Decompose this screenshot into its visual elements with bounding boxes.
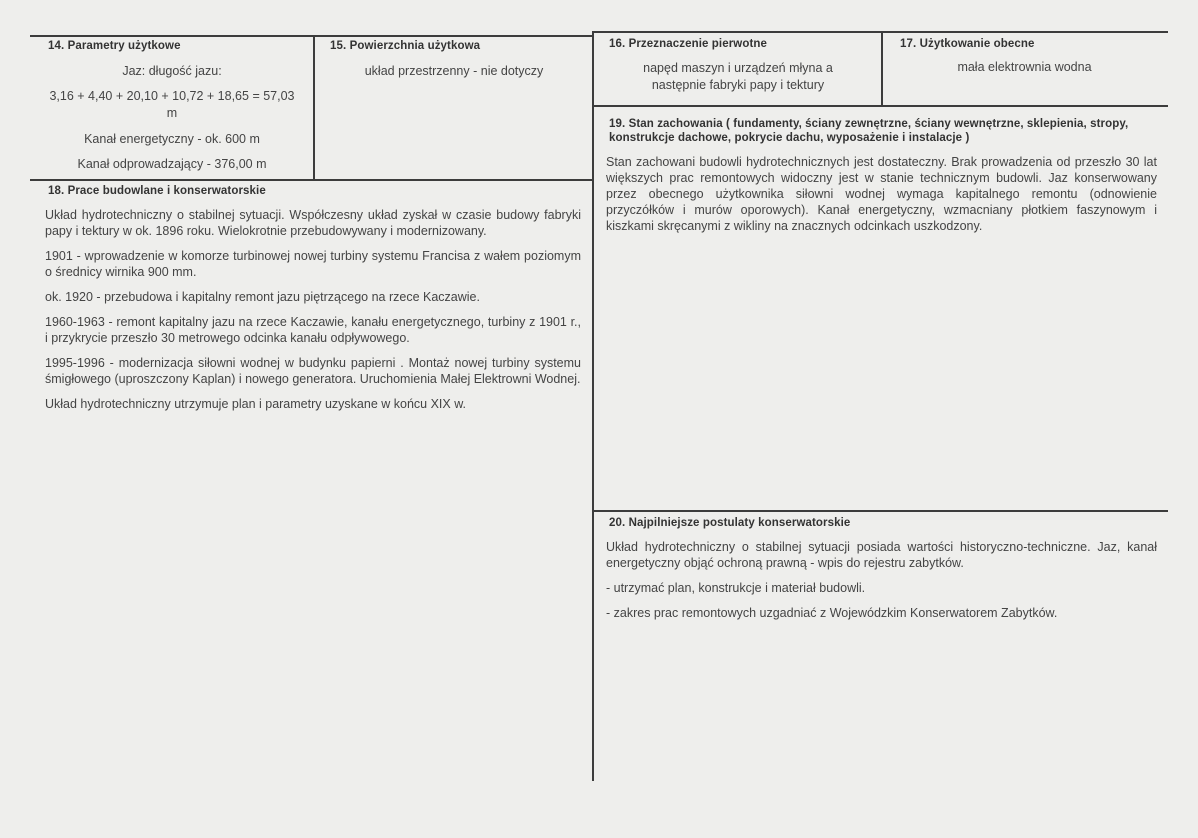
weir-length-label: Jaz: długość jazu:: [122, 64, 222, 78]
energy-channel-length: Kanał energetyczny - ok. 600 m: [84, 132, 260, 146]
section-19-title: 19. Stan zachowania ( fundamenty, ściany zewnętrzne, ściany wewnętrzne, sklepienia, stropy, konstrukcje dachowe, pokrycie dachu, wyposażenie i instalacje ): [609, 118, 1129, 144]
section-19-condition: [593, 106, 1168, 510]
weir-length-sum: 3,16 + 4,40 + 20,10 + 10,72 + 18,65 = 57,03 m: [49, 89, 295, 120]
section-16-text: napęd maszyn i urządzeń młyna a następnie fabryki papy i tektury: [643, 61, 833, 92]
section-17-current-use: [882, 32, 1168, 105]
section-17-title: 17. Użytkowanie obecne: [900, 38, 1035, 50]
section-18-title: 18. Prace budowlane i konserwatorskie: [48, 185, 266, 197]
section-16-title: 16. Przeznaczenie pierwotne: [609, 38, 768, 50]
section-18-content: [45, 207, 581, 421]
section-16-original-purpose: [593, 32, 881, 105]
section-20-conservation-postulates: [593, 511, 1168, 781]
section-14-content: [44, 63, 300, 181]
postulate-paragraph: Układ hydrotechniczny o stabilnej sytuacji posiada wartości historyczno-techniczne. Jaz, kanał energetyczny objąć ochroną prawną - wpis do rejestru zabytków.: [606, 540, 1157, 570]
works-paragraph: Układ hydrotechniczny o stabilnej sytuacji. Współczesny układ zyskał w czasie budowy fabryki papy i tektury w ok. 1896 roku. Wielokrotnie przebudowywany i modernizowany.: [45, 208, 581, 238]
section-20-title: 20. Najpilniejsze postulaty konserwatorskie: [609, 517, 851, 529]
section-15-text: układ przestrzenny - nie dotyczy: [364, 64, 544, 78]
works-paragraph: 1995-1996 - modernizacja siłowni wodnej w budynku papierni . Montaż nowej turbiny systemu śmigłowego (uproszczony Kaplan) i nowego generatora. Uruchomienia Małej Elektrowni Wodnej.: [45, 356, 581, 386]
section-17-text: mała elektrownia wodna: [957, 60, 1092, 74]
works-paragraph: ok. 1920 - przebudowa i kapitalny remont jazu piętrzącego na rzece Kaczawie.: [45, 290, 480, 304]
works-paragraph: 1901 - wprowadzenie w komorze turbinowej nowej turbiny systemu Francisa z wałem poziomym o średnicy wirnika 900 mm.: [45, 249, 581, 279]
section-18-construction-works: [30, 180, 592, 780]
section-20-content: [606, 539, 1157, 630]
postulate-item: - utrzymać plan, konstrukcje i materiał budowli.: [606, 581, 866, 595]
drain-channel-length: Kanał odprowadzający - 376,00 m: [77, 157, 267, 171]
postulate-item: - zakres prac remontowych uzgadniać z Wojewódzkim Konserwatorem Zabytków.: [606, 606, 1058, 620]
section-15-title: 15. Powierzchnia użytkowa: [330, 40, 481, 52]
works-paragraph: 1960-1963 - remont kapitalny jazu na rzece Kaczawie, kanału energetycznego, turbiny z 1901 r., i przykrycie przeszło 30 metrowego odcinka kanału odpływowego.: [45, 315, 581, 345]
section-19-text: Stan zachowani budowli hydrotechnicznych jest dostateczny. Brak prowadzenia od przeszło 30 lat większych prac remontowych widoczny jest w stanie technicznym budowli. Jaz konserwowany przez obecnego użytkownika siłowni wodnej wymaga kapitalnego remontu (odnowienie przyczółków i murów oporowych). Kanał energetyczny, wzmacniany płotkiem faszynowym i kiszkami skręcanymi z wikliny na znacznych odcinkach uszkodzony.: [606, 155, 1157, 233]
section-14-title: 14. Parametry użytkowe: [48, 40, 181, 52]
works-paragraph: Układ hydrotechniczny utrzymuje plan i parametry uzyskane w końcu XIX w.: [45, 397, 467, 411]
section-15-usable-area: [314, 36, 592, 179]
section-14-usage-parameters: [30, 36, 313, 179]
